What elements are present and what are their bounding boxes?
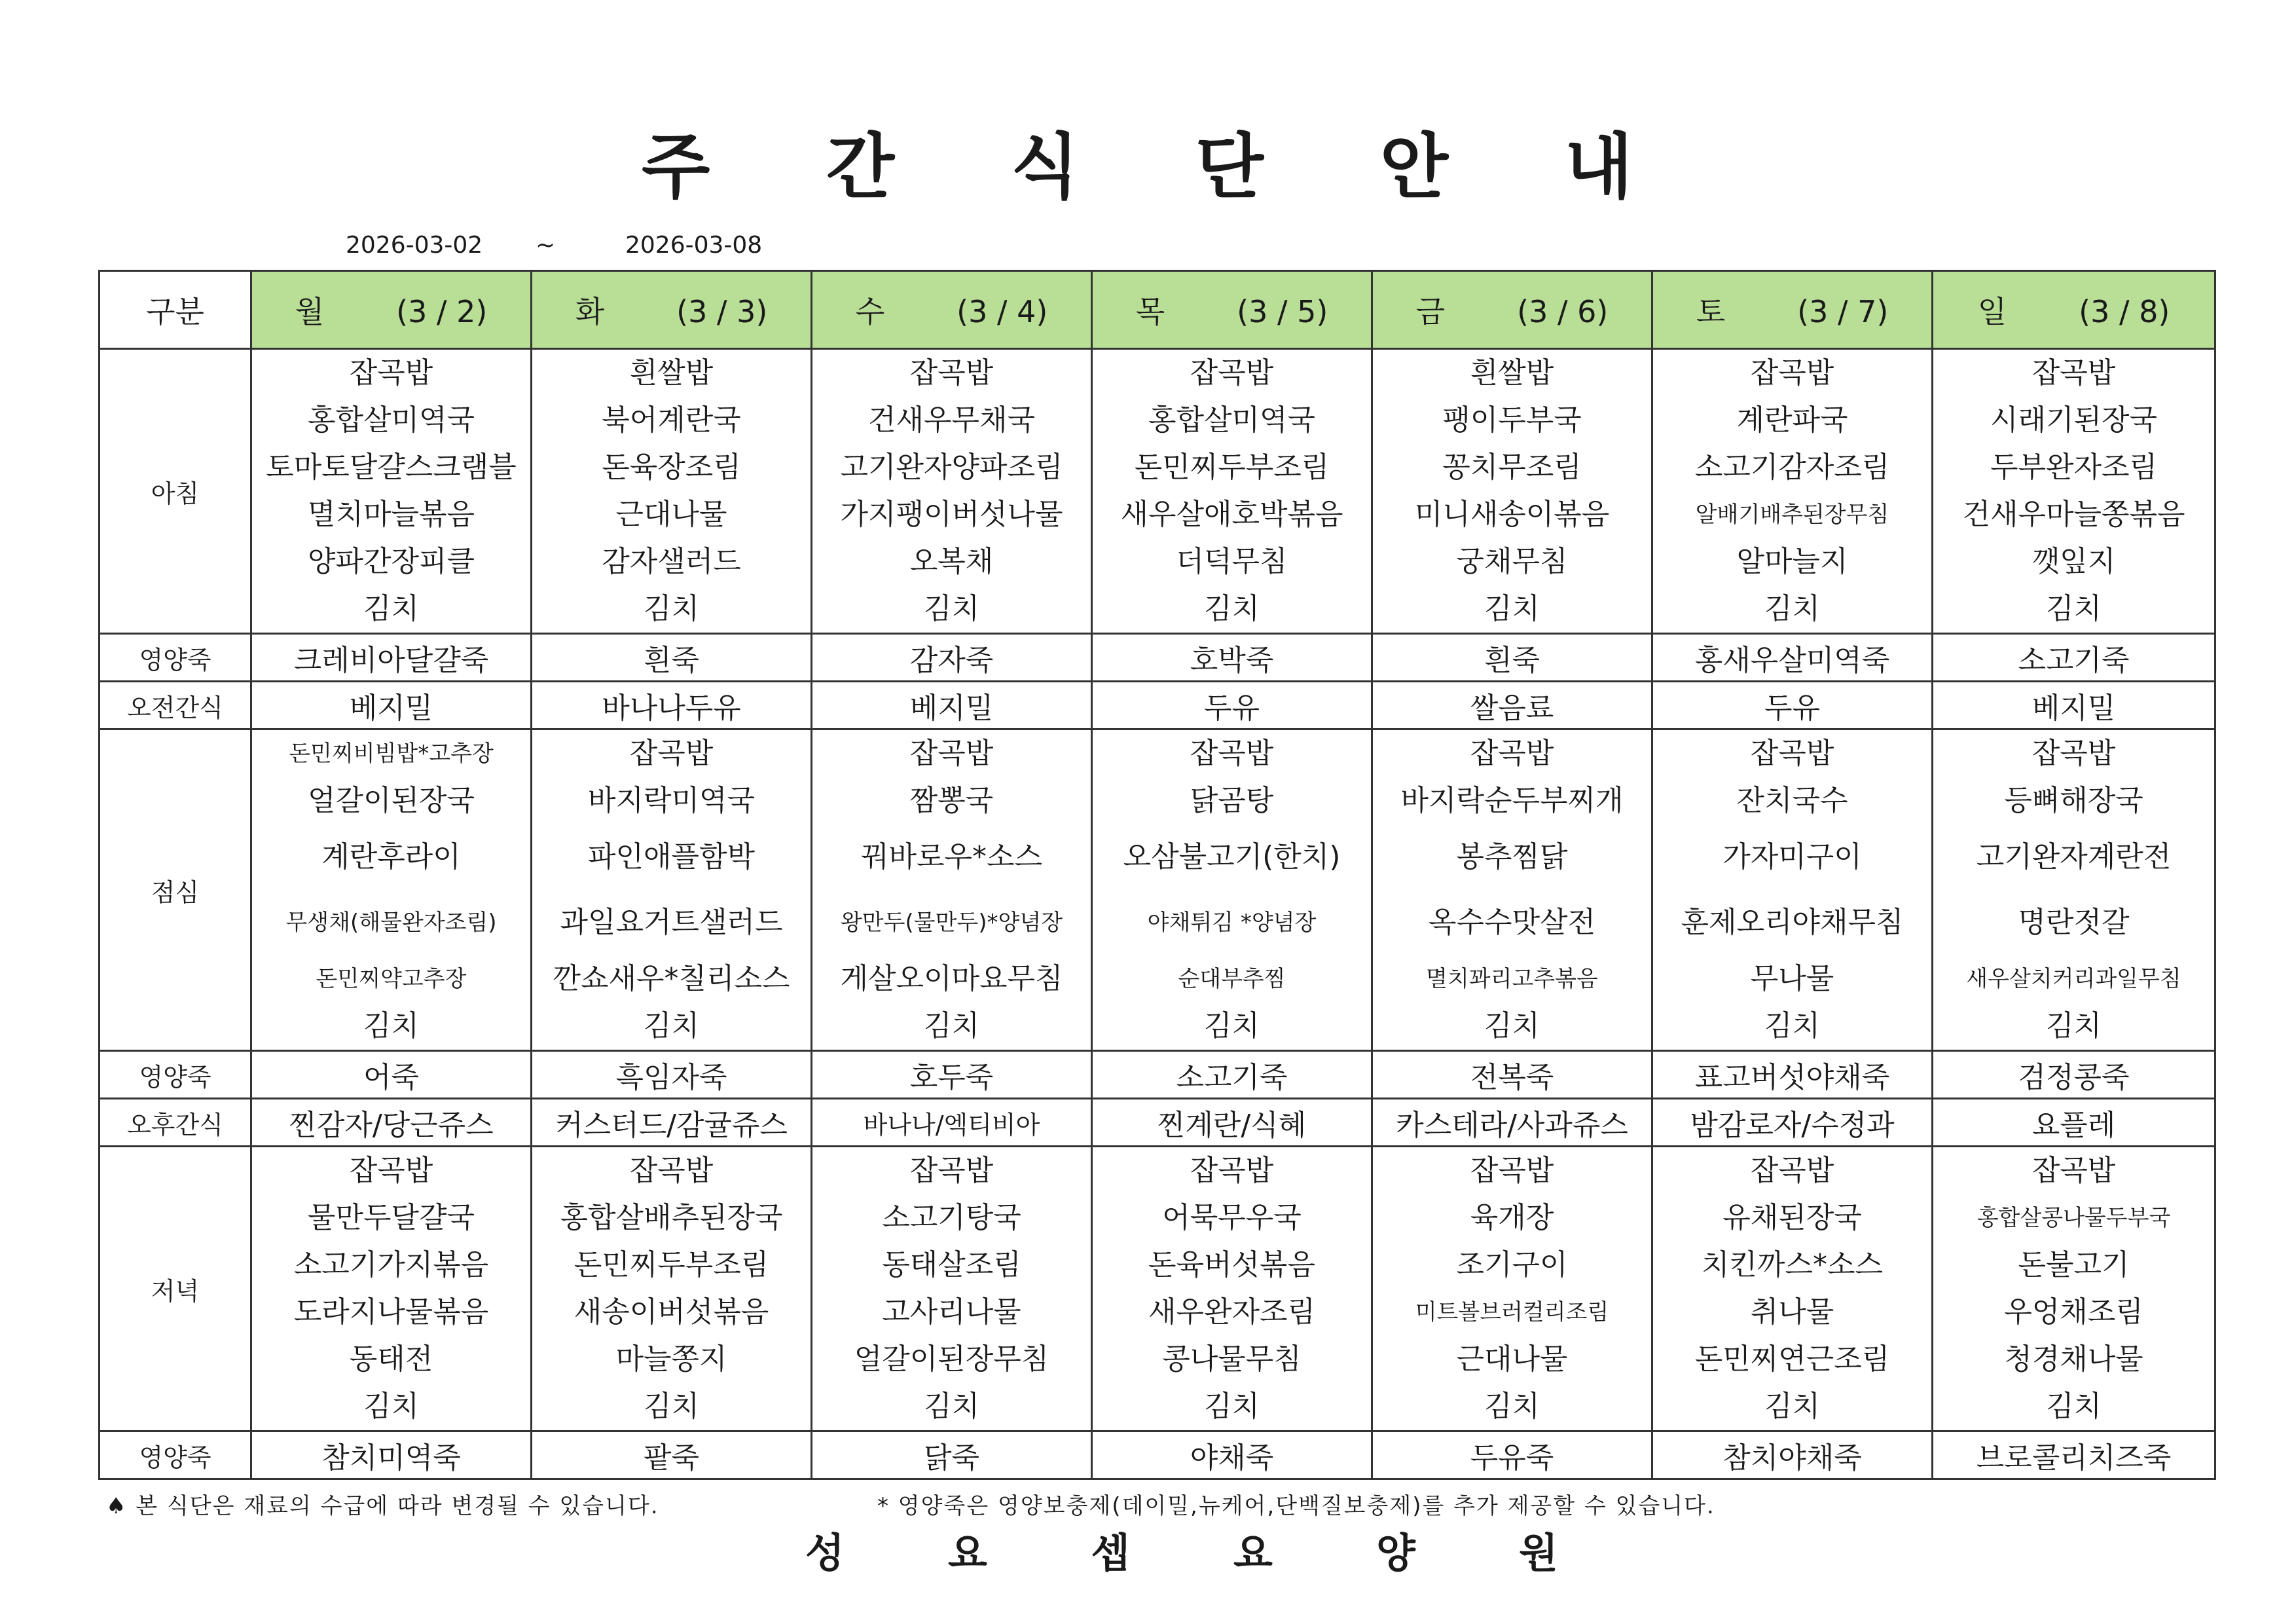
menu-cell bbox=[1652, 1147, 1933, 1431]
menu-item: 잡곡밥 bbox=[1190, 356, 1274, 390]
menu-item: 돈민찌연근조림 bbox=[1694, 1342, 1890, 1376]
menu-cell: 밤감로자/수정과 bbox=[1652, 1099, 1933, 1147]
menu-item: 깐쇼새우*칠리소스 bbox=[553, 962, 790, 995]
menu-cell: 찐감자/당근쥬스 bbox=[251, 1099, 532, 1147]
menu-cell: 두유죽 bbox=[1372, 1431, 1652, 1479]
menu-item: 김치 bbox=[643, 592, 699, 625]
menu-cell bbox=[812, 729, 1092, 1051]
row-label-porridge: 영양죽 bbox=[100, 634, 251, 682]
day-header bbox=[1092, 271, 1372, 349]
header-row bbox=[100, 271, 2215, 349]
menu-item: 우엉채조림 bbox=[2004, 1295, 2143, 1329]
menu-cell bbox=[1933, 1147, 2215, 1431]
menu-item: 새우살치커리과일무침 bbox=[1966, 966, 2181, 992]
menu-item: 잡곡밥 bbox=[909, 1154, 994, 1187]
menu-item: 김치 bbox=[2045, 1390, 2102, 1423]
day-name: 목 bbox=[1135, 294, 1165, 329]
menu-cell: 팥죽 bbox=[532, 1431, 812, 1479]
menu-cell: 흰죽 bbox=[1372, 634, 1652, 682]
menu-item: 잡곡밥 bbox=[1470, 1154, 1554, 1187]
institution-name-char: 양 bbox=[1376, 1529, 1415, 1577]
period-separator: ~ bbox=[536, 232, 556, 259]
menu-item: 취나물 bbox=[1750, 1295, 1834, 1329]
menu-item: 김치 bbox=[643, 1390, 699, 1423]
menu-item: 꽁치무조림 bbox=[1442, 451, 1582, 484]
menu-item: 김치 bbox=[1764, 1009, 1820, 1043]
lunch-row bbox=[100, 729, 2215, 1051]
menu-cell bbox=[1372, 349, 1652, 634]
menu-cell: 요플레 bbox=[1933, 1099, 2215, 1147]
menu-item: 잡곡밥 bbox=[1750, 1154, 1834, 1187]
menu-item: 무나물 bbox=[1750, 962, 1834, 995]
menu-item: 잡곡밥 bbox=[1750, 737, 1834, 770]
menu-cell: 검정콩죽 bbox=[1933, 1051, 2215, 1099]
menu-item: 김치 bbox=[2045, 1009, 2102, 1043]
menu-item: 김치 bbox=[923, 592, 979, 625]
day-name: 금 bbox=[1415, 294, 1446, 329]
menu-item: 왕만두(물만두)*양념장 bbox=[840, 910, 1063, 936]
menu-cell bbox=[532, 349, 812, 634]
menu-item: 근대나물 bbox=[615, 498, 727, 531]
menu-item: 콩나물무침 bbox=[1162, 1342, 1302, 1376]
menu-item: 잡곡밥 bbox=[2032, 737, 2116, 770]
menu-item: 잡곡밥 bbox=[629, 737, 714, 770]
menu-item: 계란후라이 bbox=[321, 840, 461, 874]
menu-item: 계란파국 bbox=[1736, 403, 1848, 437]
menu-item: 미니새송이볶음 bbox=[1414, 498, 1610, 531]
row-label-porridge: 영양죽 bbox=[100, 1051, 251, 1099]
menu-cell: 찐계란/식혜 bbox=[1092, 1099, 1372, 1147]
day-header bbox=[1933, 271, 2215, 349]
institution-name-char: 요 bbox=[948, 1529, 987, 1577]
menu-item: 새우완자조림 bbox=[1148, 1295, 1316, 1329]
menu-item: 김치 bbox=[1484, 1390, 1540, 1423]
menu-item: 김치 bbox=[1203, 1390, 1260, 1423]
row-label-morning-snack: 오전간식 bbox=[100, 682, 251, 729]
menu-item: 잡곡밥 bbox=[2032, 356, 2116, 390]
menu-item: 고기완자양파조림 bbox=[840, 451, 1063, 484]
institution-name bbox=[805, 1521, 1662, 1579]
footnote-change-notice: ♠ 본 식단은 재료의 수급에 따라 변경될 수 있습니다. bbox=[106, 1493, 659, 1519]
menu-item: 김치 bbox=[2045, 592, 2102, 625]
menu-item: 깻잎지 bbox=[2032, 545, 2116, 578]
menu-item: 팽이두부국 bbox=[1442, 403, 1582, 437]
day-date: (3 / 2) bbox=[396, 294, 488, 329]
menu-cell: 소고기죽 bbox=[1933, 634, 2215, 682]
menu-item: 김치 bbox=[1764, 1390, 1820, 1423]
menu-item: 잡곡밥 bbox=[349, 1154, 433, 1187]
period-start-date: 2026-03-02 bbox=[346, 232, 483, 259]
day-header bbox=[1372, 271, 1652, 349]
menu-item: 게살오이마요무침 bbox=[840, 962, 1063, 995]
menu-item: 고사리나물 bbox=[882, 1295, 1021, 1329]
day-date: (3 / 5) bbox=[1237, 294, 1328, 329]
menu-item: 닭곰탕 bbox=[1190, 784, 1274, 817]
menu-item: 돈민찌약고추장 bbox=[316, 966, 467, 992]
menu-cell: 야채죽 bbox=[1092, 1431, 1372, 1479]
menu-item: 소고기가지볶음 bbox=[293, 1248, 489, 1282]
day-date: (3 / 7) bbox=[1797, 294, 1889, 329]
menu-item: 바지락순두부찌개 bbox=[1400, 784, 1624, 817]
menu-item: 잡곡밥 bbox=[909, 356, 994, 390]
menu-item: 시래기된장국 bbox=[1990, 403, 2158, 437]
morning-snack-row bbox=[100, 682, 2215, 729]
menu-item: 김치 bbox=[1484, 1009, 1540, 1043]
menu-cell bbox=[251, 1147, 532, 1431]
menu-item: 파인애플함박 bbox=[587, 840, 756, 874]
menu-item: 유채된장국 bbox=[1722, 1201, 1862, 1234]
row-label-porridge: 영양죽 bbox=[100, 1431, 251, 1479]
menu-item: 흰쌀밥 bbox=[1470, 356, 1554, 390]
menu-item: 알배기배추된장무침 bbox=[1695, 502, 1889, 528]
menu-cell bbox=[1372, 729, 1652, 1051]
menu-item: 청경채나물 bbox=[2004, 1342, 2143, 1376]
menu-item: 짬뽕국 bbox=[909, 784, 994, 817]
menu-item: 홍합살미역국 bbox=[1148, 403, 1316, 437]
menu-item: 동태전 bbox=[349, 1342, 433, 1376]
menu-item: 김치 bbox=[643, 1009, 699, 1043]
menu-item: 잡곡밥 bbox=[2032, 1154, 2116, 1187]
menu-item: 조기구이 bbox=[1456, 1248, 1568, 1282]
menu-item: 김치 bbox=[1203, 1009, 1260, 1043]
menu-cell: 참치야채죽 bbox=[1652, 1431, 1933, 1479]
menu-item: 잡곡밥 bbox=[1190, 737, 1274, 770]
weekly-menu-table bbox=[98, 270, 2216, 1480]
menu-item: 치킨까스*소스 bbox=[1701, 1248, 1884, 1282]
menu-item: 김치 bbox=[363, 1390, 419, 1423]
menu-item: 소고기탕국 bbox=[882, 1201, 1021, 1234]
menu-cell bbox=[251, 729, 532, 1051]
menu-item: 미트볼브러컬리조림 bbox=[1415, 1299, 1609, 1325]
menu-cell: 전복죽 bbox=[1372, 1051, 1652, 1099]
menu-item: 육개장 bbox=[1470, 1201, 1554, 1234]
menu-item: 토마토달걀스크램블 bbox=[266, 451, 517, 484]
menu-cell bbox=[1092, 1147, 1372, 1431]
menu-item: 꿔바로우*소스 bbox=[860, 840, 1043, 874]
row-label-lunch: 점심 bbox=[100, 729, 251, 1051]
breakfast-row bbox=[100, 349, 2215, 634]
menu-item: 양파간장피클 bbox=[307, 545, 475, 578]
menu-item: 김치 bbox=[1203, 592, 1260, 625]
menu-cell: 참치미역죽 bbox=[251, 1431, 532, 1479]
period-end-date: 2026-03-08 bbox=[625, 232, 763, 259]
afternoon-snack-row bbox=[100, 1099, 2215, 1147]
menu-item: 돈민찌두부조림 bbox=[1134, 451, 1330, 484]
menu-cell bbox=[1652, 349, 1933, 634]
menu-item: 근대나물 bbox=[1456, 1342, 1568, 1376]
day-name: 일 bbox=[1977, 294, 2007, 329]
menu-cell: 표고버섯야채죽 bbox=[1652, 1051, 1933, 1099]
menu-cell: 호박죽 bbox=[1092, 634, 1372, 682]
menu-cell: 바나나/엑티비아 bbox=[812, 1099, 1092, 1147]
menu-item: 바지락미역국 bbox=[587, 784, 756, 817]
day-name: 수 bbox=[855, 294, 885, 329]
menu-item: 건새우마늘쫑볶음 bbox=[1962, 498, 2185, 531]
menu-cell: 쌀음료 bbox=[1372, 682, 1652, 729]
menu-item: 김치 bbox=[923, 1390, 979, 1423]
menu-item: 홍합살배추된장국 bbox=[560, 1201, 783, 1234]
menu-item: 북어계란국 bbox=[602, 403, 741, 437]
menu-cell bbox=[532, 1147, 812, 1431]
porridge-row bbox=[100, 1051, 2215, 1099]
menu-item: 돈불고기 bbox=[2018, 1248, 2130, 1282]
menu-item: 잡곡밥 bbox=[1190, 1154, 1274, 1187]
menu-cell: 커스터드/감귤쥬스 bbox=[532, 1099, 812, 1147]
menu-item: 두부완자조림 bbox=[1990, 451, 2158, 484]
porridge-row bbox=[100, 1431, 2215, 1479]
menu-item: 돈육장조림 bbox=[602, 451, 741, 484]
porridge-row bbox=[100, 634, 2215, 682]
day-name: 월 bbox=[295, 294, 325, 329]
category-header: 구분 bbox=[100, 271, 251, 349]
menu-item: 잔치국수 bbox=[1736, 784, 1848, 817]
menu-cell: 베지밀 bbox=[251, 682, 532, 729]
menu-cell: 두유 bbox=[1652, 682, 1933, 729]
day-date: (3 / 4) bbox=[957, 294, 1048, 329]
menu-item: 잡곡밥 bbox=[909, 737, 994, 770]
day-header bbox=[251, 271, 532, 349]
menu-cell: 카스테라/사과쥬스 bbox=[1372, 1099, 1652, 1147]
menu-cell bbox=[1652, 729, 1933, 1051]
menu-item: 얼갈이된장무침 bbox=[854, 1342, 1049, 1376]
menu-cell bbox=[812, 349, 1092, 634]
menu-item: 과일요거트샐러드 bbox=[560, 906, 783, 939]
menu-cell: 브로콜리치즈죽 bbox=[1933, 1431, 2215, 1479]
menu-cell: 크레비아달걀죽 bbox=[251, 634, 532, 682]
menu-item: 돈민찌두부조림 bbox=[574, 1248, 769, 1282]
menu-cell: 베지밀 bbox=[812, 682, 1092, 729]
menu-item: 옥수수맛살전 bbox=[1428, 906, 1596, 939]
menu-cell bbox=[1372, 1147, 1652, 1431]
dinner-row bbox=[100, 1147, 2215, 1431]
menu-item: 순대부추찜 bbox=[1178, 966, 1286, 992]
menu-cell: 흰죽 bbox=[532, 634, 812, 682]
menu-item: 멸치꽈리고추볶음 bbox=[1426, 966, 1598, 992]
menu-item: 등뼈해장국 bbox=[2004, 784, 2143, 817]
menu-item: 멸치마늘볶음 bbox=[307, 498, 475, 531]
menu-cell: 베지밀 bbox=[1933, 682, 2215, 729]
menu-item: 봉추찜닭 bbox=[1456, 840, 1568, 874]
institution-name-char: 요 bbox=[1233, 1529, 1273, 1577]
menu-item: 홍합살콩나물두부국 bbox=[1977, 1205, 2171, 1231]
menu-cell: 호두죽 bbox=[812, 1051, 1092, 1099]
day-name: 화 bbox=[575, 294, 605, 329]
menu-item: 잡곡밥 bbox=[1470, 737, 1554, 770]
menu-item: 감자샐러드 bbox=[602, 545, 741, 578]
menu-item: 궁채무침 bbox=[1456, 545, 1568, 578]
menu-cell: 감자죽 bbox=[812, 634, 1092, 682]
menu-cell bbox=[1933, 729, 2215, 1051]
menu-item: 잡곡밥 bbox=[349, 356, 433, 390]
menu-item: 얼갈이된장국 bbox=[307, 784, 475, 817]
menu-item: 마늘쫑지 bbox=[615, 1342, 727, 1376]
menu-item: 홍합살미역국 bbox=[307, 403, 475, 437]
menu-cell: 소고기죽 bbox=[1092, 1051, 1372, 1099]
menu-item: 물만두달걀국 bbox=[307, 1201, 475, 1234]
menu-item: 잡곡밥 bbox=[629, 1154, 714, 1187]
footnote-supplement-notice: * 영양죽은 영양보충제(데이밀,뉴케어,단백질보충제)를 추가 제공할 수 있습니다. bbox=[877, 1493, 1715, 1519]
day-header bbox=[532, 271, 812, 349]
row-label-afternoon-snack: 오후간식 bbox=[100, 1099, 251, 1147]
menu-item: 소고기감자조림 bbox=[1694, 451, 1890, 484]
menu-cell: 바나나두유 bbox=[532, 682, 812, 729]
menu-item: 김치 bbox=[1484, 592, 1540, 625]
row-label-dinner: 저녁 bbox=[100, 1147, 251, 1431]
menu-item: 새우살애호박볶음 bbox=[1120, 498, 1343, 531]
menu-item: 가지팽이버섯나물 bbox=[840, 498, 1063, 531]
day-header bbox=[812, 271, 1092, 349]
day-date: (3 / 8) bbox=[2079, 294, 2170, 329]
menu-item: 훈제오리야채무침 bbox=[1681, 906, 1904, 939]
menu-cell: 어죽 bbox=[251, 1051, 532, 1099]
institution-name-char: 원 bbox=[1519, 1529, 1558, 1577]
row-label-breakfast: 아침 bbox=[100, 349, 251, 634]
institution-name-char: 셉 bbox=[1091, 1529, 1130, 1577]
menu-cell: 홍새우살미역죽 bbox=[1652, 634, 1933, 682]
day-header bbox=[1652, 271, 1933, 349]
menu-item: 흰쌀밥 bbox=[629, 356, 714, 390]
menu-item: 오삼불고기(한치) bbox=[1123, 840, 1341, 874]
menu-item: 돈육버섯볶음 bbox=[1148, 1248, 1316, 1282]
menu-item: 김치 bbox=[923, 1009, 979, 1043]
day-date: (3 / 3) bbox=[676, 294, 768, 329]
menu-cell bbox=[1092, 349, 1372, 634]
menu-item: 명란젓갈 bbox=[2018, 906, 2130, 939]
menu-item: 동태살조림 bbox=[882, 1248, 1021, 1282]
menu-item: 도라지나물볶음 bbox=[293, 1295, 489, 1329]
menu-cell bbox=[1933, 349, 2215, 634]
day-name: 토 bbox=[1696, 294, 1726, 329]
menu-cell bbox=[251, 349, 532, 634]
menu-cell: 두유 bbox=[1092, 682, 1372, 729]
menu-item: 김치 bbox=[363, 592, 419, 625]
menu-item: 김치 bbox=[363, 1009, 419, 1043]
menu-item: 김치 bbox=[1764, 592, 1820, 625]
menu-item: 어묵무우국 bbox=[1162, 1201, 1302, 1234]
menu-item: 돈민찌비빔밥*고추장 bbox=[289, 741, 494, 767]
menu-cell: 닭죽 bbox=[812, 1431, 1092, 1479]
day-date: (3 / 6) bbox=[1517, 294, 1609, 329]
menu-item: 잡곡밥 bbox=[1750, 356, 1834, 390]
menu-item: 건새우무채국 bbox=[867, 403, 1036, 437]
menu-item: 새송이버섯볶음 bbox=[574, 1295, 769, 1329]
page-title: 주 간 식 단 안 내 bbox=[642, 126, 1679, 208]
menu-item: 오복채 bbox=[909, 545, 994, 578]
institution-name-char: 성 bbox=[805, 1529, 845, 1577]
menu-item: 야채튀김 *양념장 bbox=[1147, 910, 1317, 936]
menu-item: 가자미구이 bbox=[1722, 840, 1862, 874]
menu-item: 더덕무침 bbox=[1176, 545, 1288, 578]
menu-cell: 흑임자죽 bbox=[532, 1051, 812, 1099]
menu-item: 무생채(해물완자조림) bbox=[285, 910, 497, 936]
menu-item: 고기완자계란전 bbox=[1976, 840, 2172, 874]
menu-item: 알마늘지 bbox=[1736, 545, 1848, 578]
menu-cell bbox=[532, 729, 812, 1051]
menu-cell bbox=[812, 1147, 1092, 1431]
menu-cell bbox=[1092, 729, 1372, 1051]
